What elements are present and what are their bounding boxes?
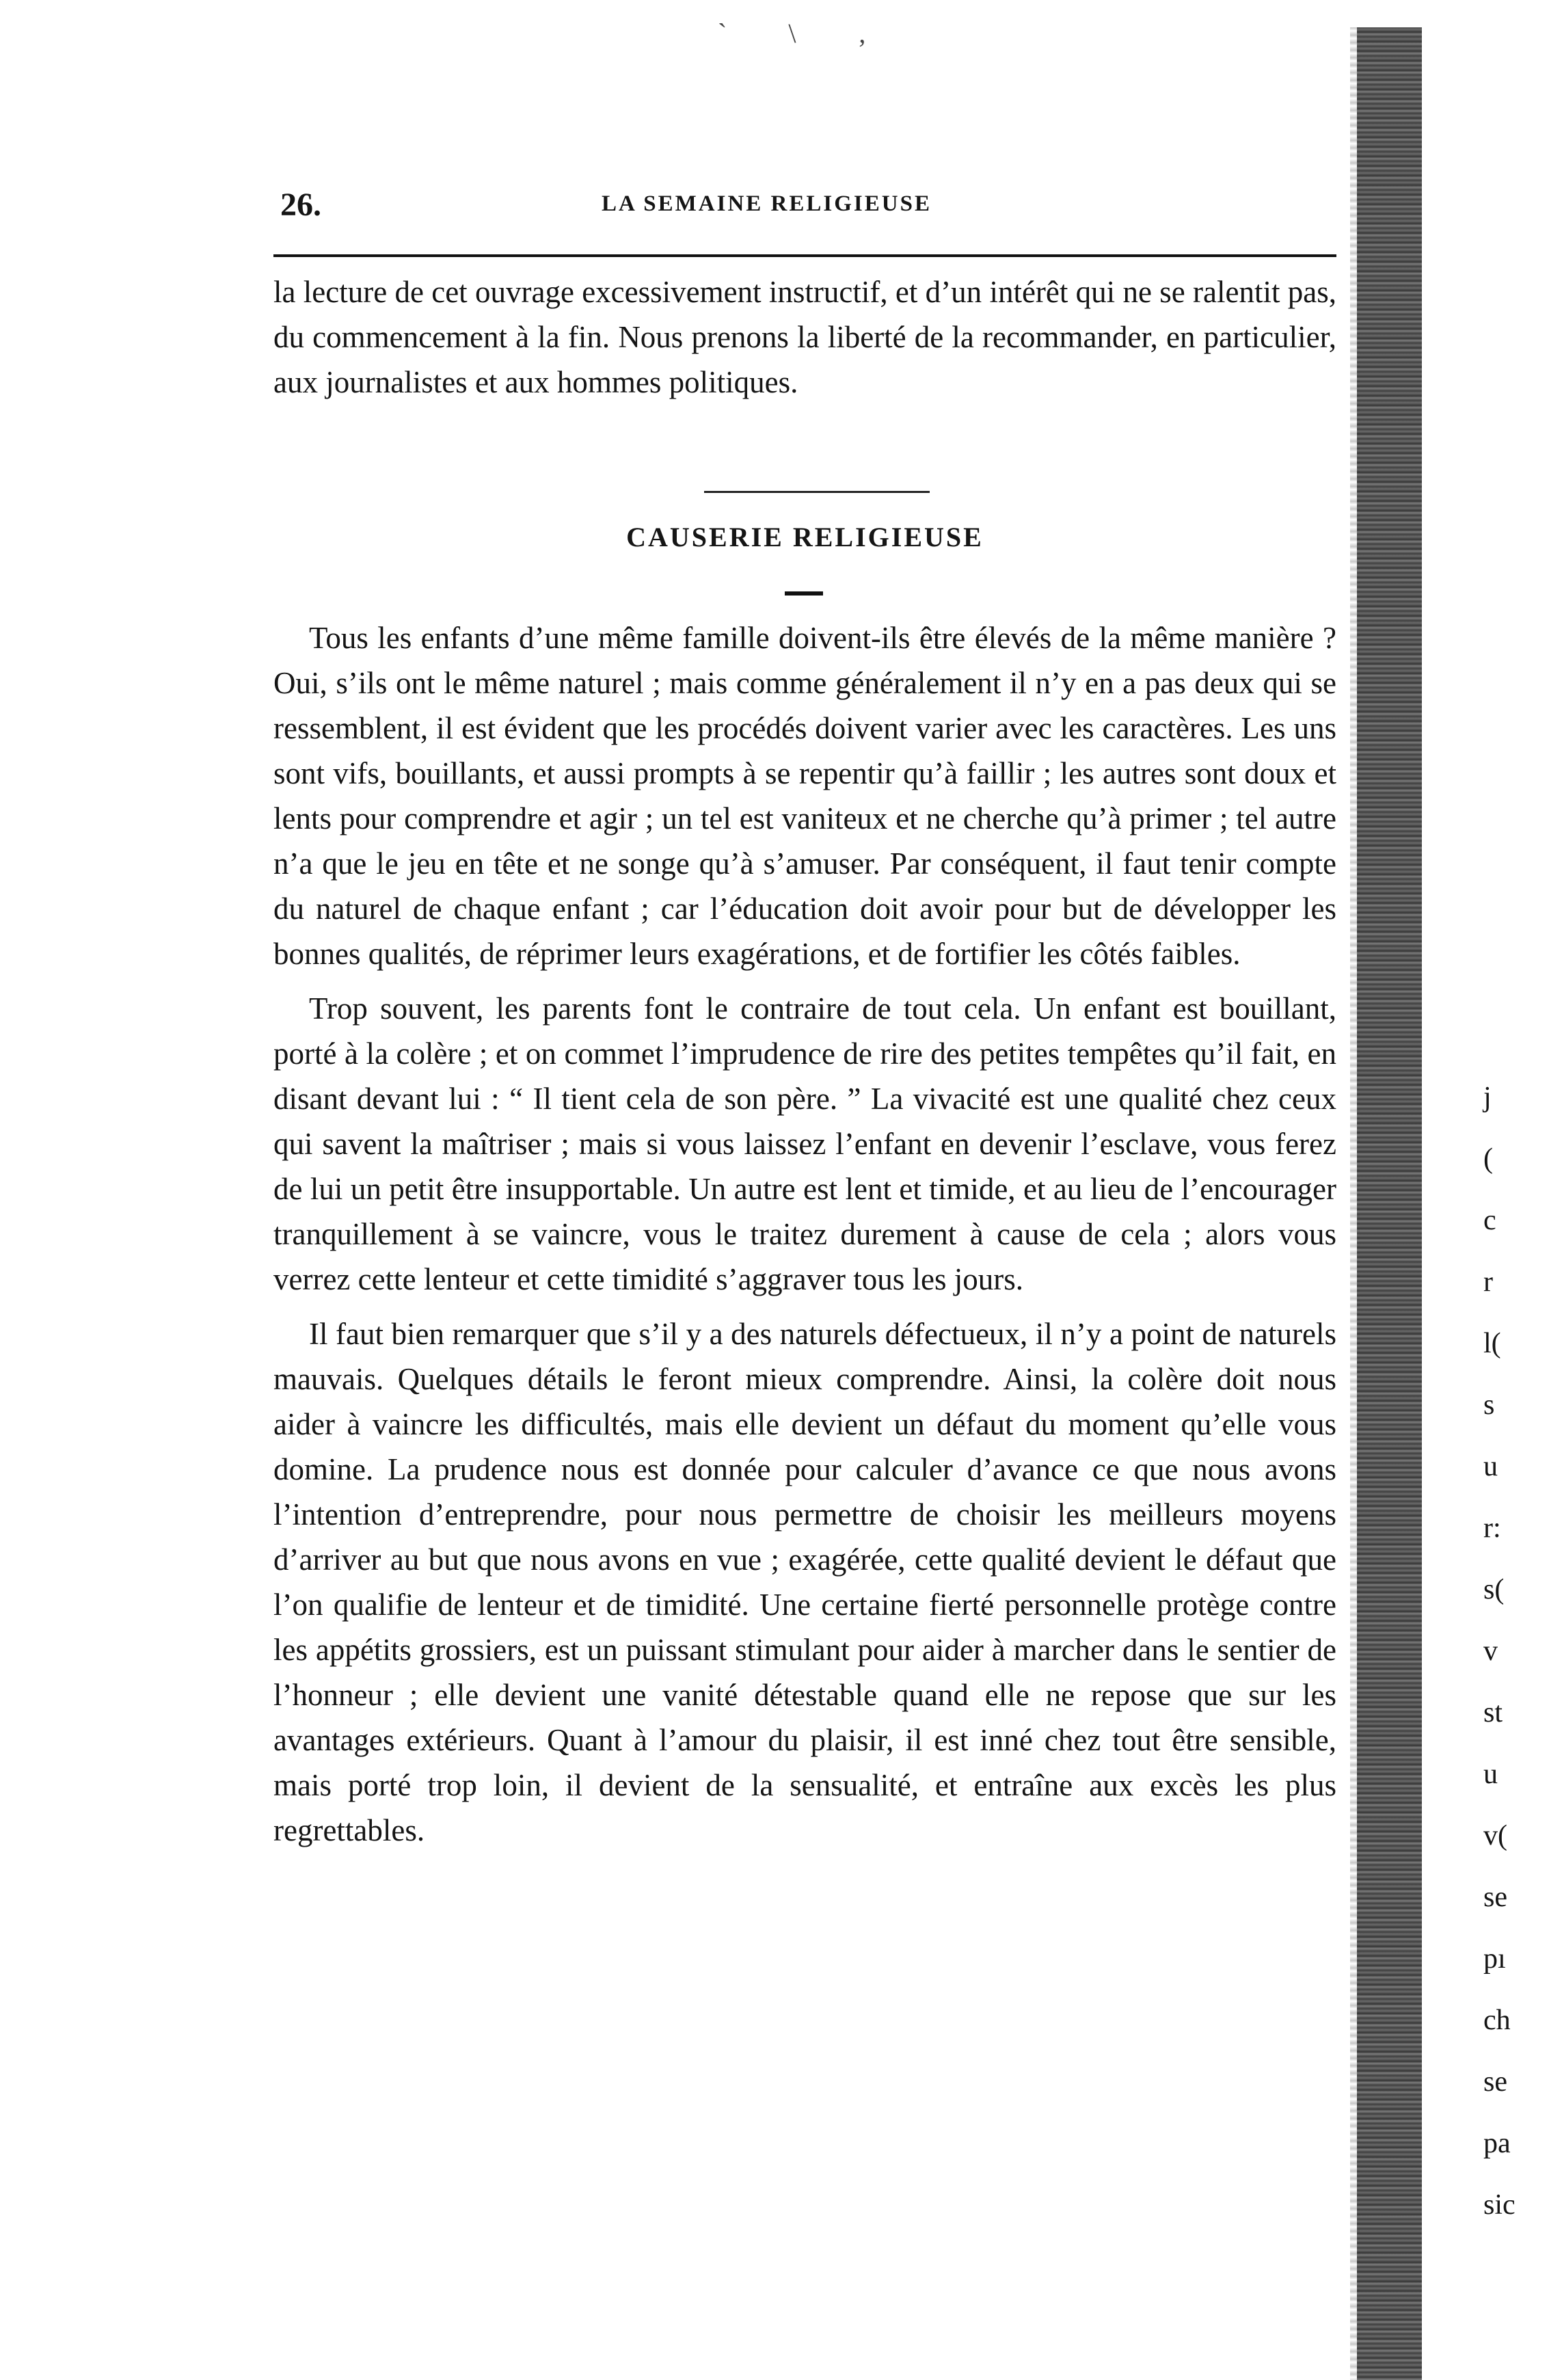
fragment: se bbox=[1483, 1882, 1507, 1913]
fragment: j bbox=[1483, 1082, 1492, 1113]
fragment: s bbox=[1483, 1389, 1495, 1421]
book-spine-shadow bbox=[1357, 27, 1422, 2380]
section-separator-rule bbox=[704, 491, 930, 493]
body-paragraph-1: Tous les enfants d’une même famille doivent-ils être élevés de la même manière ? Oui, s’ils ont le même naturel ; mais comme généralement il n’y en a pas deux qui se ressemblent, il est évident que les procédés doivent varier avec les caractères. Les uns sont vifs, bouillants, et aussi prompts à se repentir qu’à faillir ; les autres sont doux et lents pour comprendre et agir ; un tel est vaniteux et ne cherche qu’à primer ; tel autre n’a que le jeu en tête et ne songe qu’à s’amuser. Par conséquent, il faut tenir compte du naturel de chaque enfant ; car l’éducation doit avoir pour but de développer les bonnes qualités, de réprimer leurs exagérations, et de fortifier les côtés faibles. bbox=[273, 621, 1336, 971]
header-rule bbox=[273, 254, 1336, 257]
running-title: LA SEMAINE RELIGIEUSE bbox=[602, 191, 932, 216]
fragment: sic bbox=[1483, 2189, 1516, 2221]
page-number: 26. bbox=[280, 187, 321, 223]
fragment: ( bbox=[1483, 1143, 1493, 1175]
title-dash bbox=[785, 591, 823, 596]
fragment: u bbox=[1483, 1759, 1498, 1790]
body-paragraph-3: Il faut bien remarquer que s’il y a des naturels défectueux, il n’y a point de naturels mauvais. Quelques détails le feront mieux comprendre. Ainsi, la colère doit nous aider à vaincre les difficultés, mais elle devient un défaut du moment qu’elle vous domine. La prudence nous est donnée pour calculer d’avance ce que nous avons l’intention d’entreprendre, pour nous permettre de choisir les meilleurs moyens d’arriver au but que nous avons en vue ; exagérée, cette qualité devient le défaut que l’on qualifie de lenteur et de timidité. Une certaine fierté personnelle protège contre les appétits grossiers, est un puissant stimulant pour aider à marcher dans le sentier de l’honneur ; elle devient une vanité détestable quand elle ne repose que sur les avantages extérieurs. Quant à l’amour du plaisir, il est inné chez tout être sensible, mais porté trop loin, il devient de la sensualité, et entraîne aux excès les plus regrettables. bbox=[273, 1317, 1336, 1847]
section-title: CAUSERIE RELIGIEUSE bbox=[626, 522, 984, 552]
fragment: u bbox=[1483, 1451, 1498, 1482]
fragment: r bbox=[1483, 1266, 1493, 1298]
fragment: c bbox=[1483, 1205, 1496, 1236]
fragment: s( bbox=[1483, 1574, 1505, 1605]
section-body bbox=[273, 615, 1336, 1853]
fragment: v bbox=[1483, 1635, 1498, 1667]
fragment: st bbox=[1483, 1697, 1503, 1728]
running-header bbox=[273, 186, 1326, 227]
fragment: r: bbox=[1483, 1512, 1501, 1544]
fragment: ch bbox=[1483, 2005, 1511, 2036]
facing-page-fragments bbox=[1483, 1067, 1559, 2236]
fragment: v( bbox=[1483, 1820, 1507, 1851]
fragment: se bbox=[1483, 2066, 1507, 2098]
body-paragraph-2: Trop souvent, les parents font le contraire de tout cela. Un enfant est bouillant, porté à la colère ; et on commet l’imprudence de rire des petites tempêtes qu’il fait, en disant devant lui : “ Il tient cela de son père. ” La vivacité est une qualité chez ceux qui savent la maîtriser ; mais si vous laissez l’enfant en devenir l’esclave, vous ferez de lui un petit être insupportable. Un autre est lent et timide, et au lieu de l’encourager tranquillement à se vaincre, vous le traitez durement à cause de cela ; alors vous verrez cette lenteur et cette timidité s’aggraver tous les jours. bbox=[273, 991, 1336, 1296]
fragment: pı bbox=[1483, 1943, 1506, 1975]
intro-text-block bbox=[273, 269, 1336, 405]
intro-paragraph: la lecture de cet ouvrage excessivement instructif, et d’un intérêt qui ne se ralentit pas, du commencement à la fin. Nous prenons la liberté de la recommander, en particulier, aux journalistes et aux hommes politiques. bbox=[273, 275, 1336, 399]
fragment: l( bbox=[1483, 1328, 1501, 1359]
fragment: pa bbox=[1483, 2128, 1511, 2159]
scan-specks: ` \ ‚ bbox=[718, 18, 894, 49]
